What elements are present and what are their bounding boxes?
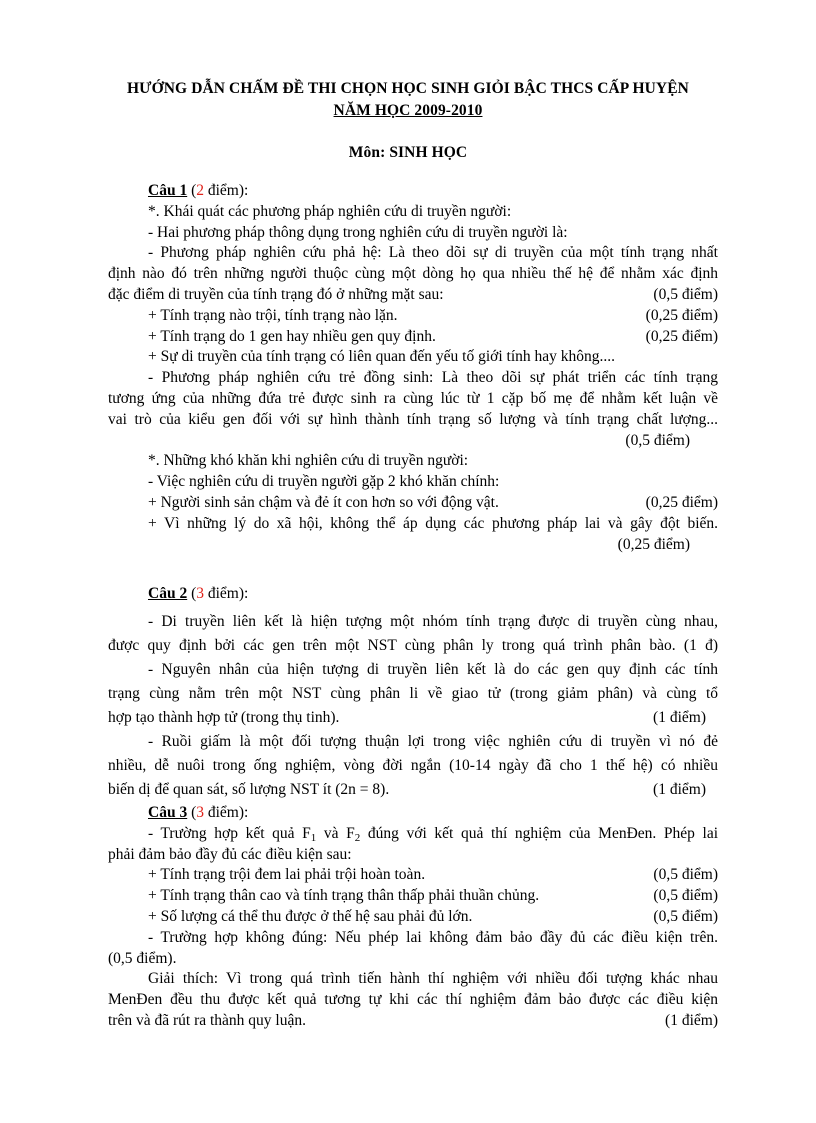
question-3-points: 3 — [196, 804, 204, 821]
score: (0,25 điểm) — [645, 493, 718, 511]
line-text: hợp tạo thành hợp tử (trong thụ tinh). — [108, 709, 340, 726]
document-title: HƯỚNG DẪN CHẤM ĐỀ THI CHỌN HỌC SINH GIỎI BẬC THCS CẤP HUYỆN — [127, 80, 689, 97]
score: (0,25 điểm) — [617, 535, 690, 553]
paragraph-line: *. Những khó khăn khi nghiên cứu di truyền người: — [148, 452, 469, 470]
paragraph-line: - Nguyên nhân của hiện tượng di truyền liên kết là do các gen quy định các tính — [148, 661, 718, 678]
score: (1 điểm) — [653, 781, 706, 798]
scored-line — [108, 886, 718, 907]
paragraph-line: MenĐen đều thu được kết quả tương tự khi các thí nghiệm đảm bảo được các điều kiện — [108, 991, 718, 1009]
score: (0,5 điểm) — [653, 866, 718, 884]
paragraph-line: - Di truyền liên kết là hiện tượng một nhóm tính trạng được di truyền cùng nhau, — [148, 613, 718, 630]
line-text: + Tính trạng thân cao và tính trạng thân thấp phải thuần chủng. — [148, 887, 540, 905]
line-text: + Người sinh sản chậm và đẻ ít con hơn so với động vật. — [148, 493, 499, 511]
paragraph-line: - Phương pháp nghiên cứu phả hệ: Là theo dõi sự di truyền của một tính trạng nhất — [148, 244, 718, 262]
paragraph-line: định nào đó trên những người thuộc cùng một dòng họ qua nhiều thế hệ để nhằm xác định — [108, 265, 718, 283]
line-text: + Số lượng cá thể thu được ở thế hệ sau phải đủ lớn. — [148, 907, 473, 925]
paragraph-line: *. Khái quát các phương pháp nghiên cứu di truyền người: — [148, 202, 512, 220]
score: (0,5 điểm) — [653, 887, 718, 905]
question-1-label: Câu 1 — [148, 182, 188, 199]
paragraph-line: - Việc nghiên cứu di truyền người gặp 2 khó khăn chính: — [148, 473, 500, 491]
paragraph-line: Giải thích: Vì trong quá trình tiến hành thí nghiệm với nhiều đối tượng khác nhau — [148, 970, 718, 988]
question-1 — [108, 181, 718, 555]
question-1-heading-suffix: điểm): — [204, 182, 249, 199]
question-2-points: 3 — [196, 585, 204, 602]
score: (0,5 điểm) — [625, 431, 690, 449]
subscript: 2 — [354, 831, 361, 844]
line-text: + Tính trạng do 1 gen hay nhiều gen quy định. — [148, 327, 436, 345]
subscript: 1 — [310, 831, 317, 844]
school-year — [0, 102, 816, 120]
score: (0,25 điểm) — [645, 327, 718, 345]
line-text: đúng với kết quả thí nghiệm của MenĐen. Phép lai — [360, 824, 719, 842]
question-1-heading: Câu 1 (2 điểm): — [148, 182, 249, 199]
question-2-heading: Câu 2 (3 điểm): — [148, 585, 249, 602]
line-text: - Trường hợp kết quả F — [148, 824, 311, 842]
scored-line — [108, 306, 718, 327]
paragraph-line: - Phương pháp nghiên cứu trẻ đồng sinh: Là theo dõi sự phát triển các tính trạng — [148, 369, 718, 387]
question-3-label: Câu 3 — [148, 804, 188, 821]
line-text: và F — [316, 824, 355, 842]
subject-title: Môn: SINH HỌC — [348, 144, 468, 161]
paragraph-line: tương ứng của những đứa trẻ được sinh ra cùng lúc từ 1 cặp bố mẹ để nhằm kết luận về — [108, 389, 718, 407]
paragraph-line: - Trường hợp không đúng: Nếu phép lai không đảm bảo đầy đủ các điều kiện trên. — [148, 928, 718, 946]
paragraph-line: (0,5 điểm). — [108, 949, 177, 967]
paragraph-line: vai trò của kiểu gen đối với sự hình thành tính trạng số lượng và tính trạng chất lượng... — [108, 410, 718, 428]
line-text: + Tính trạng nào trội, tính trạng nào lặn. — [148, 306, 398, 324]
paragraph-line: - Hai phương pháp thông dụng trong nghiên cứu di truyền người là: — [148, 223, 568, 241]
question-3-heading-suffix: điểm): — [204, 804, 249, 821]
score: (0,25 điểm) — [645, 306, 718, 324]
question-2-heading-suffix: điểm): — [204, 585, 249, 602]
line-text: biến dị để quan sát, số lượng NST ít (2n = 8). — [108, 781, 390, 798]
score: (1 điểm) — [653, 709, 706, 726]
paragraph-line: + Sự di truyền của tính trạng có liên quan đến yếu tố giới tính hay không.... — [148, 348, 616, 366]
scored-line — [108, 778, 718, 802]
line-text: + Tính trạng trội đem lai phải trội hoàn toàn. — [148, 866, 426, 884]
question-3 — [108, 803, 718, 1032]
paragraph-line: được quy định bởi các gen trên một NST cùng phân ly trong quá trình phân bào. (1 đ) — [108, 637, 718, 654]
question-3-heading: Câu 3 (3 điểm): — [148, 804, 249, 821]
score: (0,5 điểm) — [653, 285, 718, 303]
scored-line — [108, 706, 718, 730]
question-2-label: Câu 2 — [148, 585, 188, 602]
scored-line — [108, 865, 718, 886]
scored-line — [108, 1011, 718, 1032]
paragraph-line: trạng cùng nằm trên một NST cùng phân li về giao tử (trong giảm phân) và cùng tổ — [108, 685, 718, 702]
line-text: trên và đã rút ra thành quy luận. — [108, 1011, 306, 1029]
paragraph-line — [108, 824, 718, 845]
line-text: đặc điểm di truyền của tính trạng đó ở những mặt sau: — [108, 285, 444, 303]
paragraph-line: phải đảm bảo đầy đủ các điều kiện sau: — [108, 845, 352, 863]
question-2 — [108, 582, 718, 802]
score: (1 điểm) — [665, 1011, 718, 1029]
question-1-points: 2 — [196, 182, 204, 199]
scored-line — [108, 907, 718, 928]
school-year-text: NĂM HỌC 2009-2010 — [333, 102, 483, 119]
paragraph-line: - Ruồi giấm là một đối tượng thuận lợi trong việc nghiên cứu di truyền vì nó đẻ — [148, 733, 718, 750]
scored-line — [108, 327, 718, 348]
paragraph-line: nhiều, dễ nuôi trong ống nghiệm, vòng đời ngắn (10-14 ngày đã cho 1 thế hệ) có nhiều — [108, 757, 718, 774]
scored-line — [108, 285, 718, 306]
scored-line — [108, 493, 718, 514]
score: (0,5 điểm) — [653, 907, 718, 925]
paragraph-line: + Vì những lý do xã hội, không thể áp dụng các phương pháp lai và gây đột biến. — [148, 514, 718, 532]
